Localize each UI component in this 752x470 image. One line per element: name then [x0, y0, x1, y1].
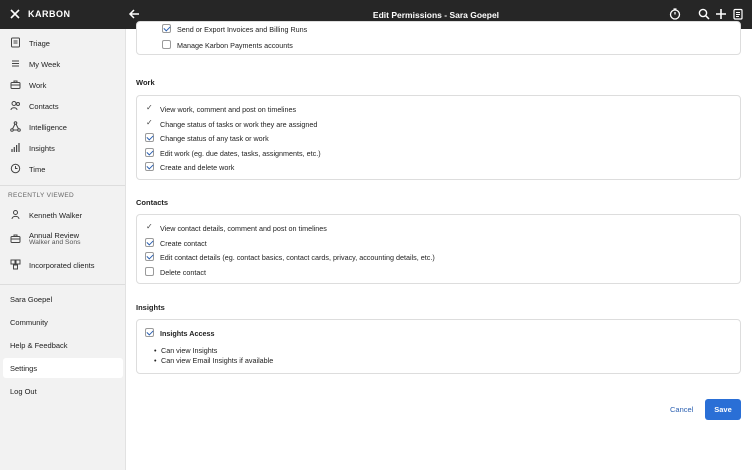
sidebar-item-triage[interactable]: Triage [0, 33, 124, 53]
recent-item-annual-review[interactable]: Annual Review Walker and Sons [0, 226, 124, 252]
sidebar-item-intelligence[interactable]: Intelligence [0, 117, 124, 137]
sidebar-user-profile[interactable]: Sara Goepel [10, 295, 53, 304]
sidebar-settings[interactable]: Settings [3, 358, 123, 378]
checkbox[interactable] [162, 40, 171, 49]
checkbox[interactable] [145, 252, 154, 261]
sidebar [0, 29, 126, 470]
list-item: • Can view Email Insights if available [161, 356, 273, 365]
add-icon[interactable] [715, 8, 727, 20]
recently-viewed-heading: RECENTLY VIEWED [8, 192, 75, 199]
permissions-card-work: ✓ View work, comment and post on timelines ✓ Change status of tasks or work they are assigned Change status of any task or work Edit work (eg. due dates, tasks, assignments, etc.) Create and delete work [136, 95, 741, 180]
list-icon [10, 58, 21, 69]
main-content [126, 25, 752, 470]
bar-chart-icon [10, 142, 21, 153]
section-title-work: Work [136, 78, 155, 87]
checkbox[interactable] [145, 267, 154, 276]
notes-icon[interactable] [732, 8, 744, 20]
page-title: Edit Permissions - Sara Goepel [372, 10, 500, 20]
briefcase-icon [10, 233, 21, 244]
network-icon [10, 121, 21, 132]
section-title-contacts: Contacts [136, 198, 169, 207]
brand-logo: KARBON [28, 9, 71, 19]
sidebar-item-time[interactable]: Time [0, 159, 124, 179]
checkbox[interactable] [145, 238, 154, 247]
sidebar-item-work[interactable]: Work [0, 75, 124, 95]
timer-icon[interactable] [669, 8, 681, 20]
sidebar-community[interactable]: Community [10, 318, 48, 327]
sidebar-divider [0, 284, 125, 285]
person-icon [10, 209, 21, 220]
sidebar-item-contacts[interactable]: Contacts [0, 96, 124, 116]
checkbox[interactable] [145, 133, 154, 142]
group-icon [10, 259, 21, 270]
triage-icon [10, 37, 21, 48]
sidebar-help-feedback[interactable]: Help & Feedback [10, 341, 68, 350]
permissions-card-insights: Insights Access • Can view Insights • Can view Email Insights if available [136, 319, 741, 374]
permissions-card-contacts: ✓ View contact details, comment and post on timelines Create contact Edit contact details (eg. contact basics, contact cards, privacy, accounting details, etc.) Delete contact [136, 214, 741, 284]
sidebar-item-my-week[interactable]: My Week [0, 54, 124, 74]
sidebar-log-out[interactable]: Log Out [10, 387, 37, 396]
sidebar-divider [0, 185, 125, 186]
recent-item-kenneth-walker[interactable]: Kenneth Walker [0, 205, 124, 225]
cancel-button[interactable]: Cancel [670, 405, 694, 414]
briefcase-icon [10, 79, 21, 90]
permissions-card-billing: Send or Export Invoices and Billing Runs Manage Karbon Payments accounts [136, 21, 741, 55]
search-icon[interactable] [698, 8, 710, 20]
list-item: • Can view Insights [161, 346, 217, 355]
section-title-insights: Insights [136, 303, 165, 312]
check-mark-icon: ✓ [146, 118, 153, 127]
save-button[interactable]: Save [705, 399, 741, 420]
clock-icon [10, 163, 21, 174]
checkbox[interactable] [145, 162, 154, 171]
contacts-icon [10, 100, 21, 111]
sidebar-item-insights[interactable]: Insights [0, 138, 124, 158]
check-mark-icon: ✓ [146, 103, 153, 112]
checkbox[interactable] [162, 24, 171, 33]
recent-item-incorporated-clients[interactable]: Incorporated clients [0, 255, 124, 275]
check-mark-icon: ✓ [146, 222, 153, 231]
checkbox[interactable] [145, 328, 154, 337]
checkbox[interactable] [145, 148, 154, 157]
